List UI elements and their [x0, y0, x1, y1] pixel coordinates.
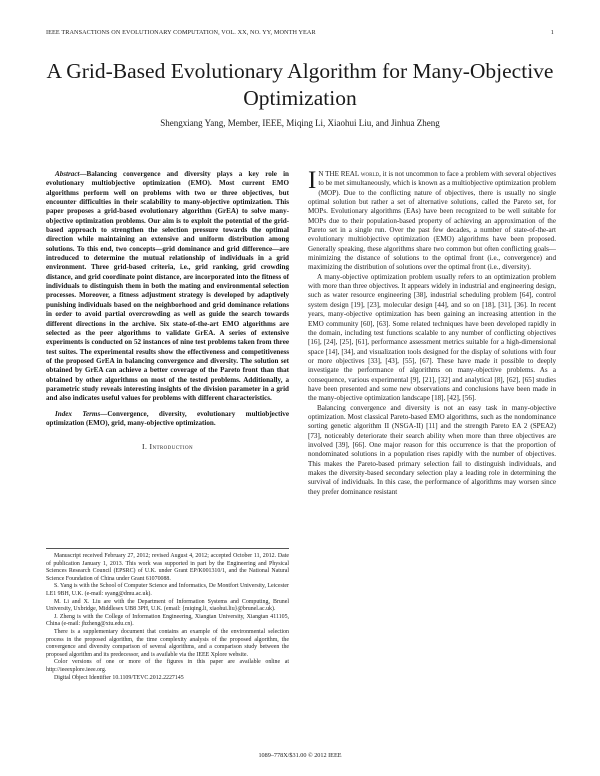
index-terms-text: —Convergence, diversity, evolutionary multiobjective optimization (EMO), grid, many-objective optimization.	[46, 409, 290, 427]
abstract-text: —Balancing convergence and diversity plays a key role in evolutionary multiobjective optimization (EMO). Most current EMO algorithms perform well on problems with two or three objectives, but encounter difficulties in their scalability to many-objective optimization. This paper proposes a grid-based evolutionary algorithm (GrEA) to solve many-objective optimization problems. Our aim is to exploit the potential of the grid-based approach to strengthen the selection pressure towards the optimal direction while maintaining an extensive and uniform distribution among solutions. To this end, two concepts—grid dominance and grid difference—are introduced to determine the mutual relationship of individuals in a grid environment. Three grid-based criteria, i.e., grid ranking, grid crowding distance, and grid coordinate point distance, are incorporated into the fitness of individuals to distinguish them in both the mating and environmental selection processes. Moreover, a fitness adjustment strategy is developed by adaptively punishing individuals based on the neighborhood and grid dominance relations in order to avoid partial overcrowding as well as guide the search towards different directions in the archive. Six state-of-the-art EMO algorithms are selected as the peer algorithms to validate GrEA. A series of extensive experiments is conducted on 52 instances of nine test problems taken from three test suites. The experimental results show the effectiveness and competitiveness of the proposed GrEA in balancing convergence and diversity. The solution set obtained by GrEA can achieve a better coverage of the Pareto front than that obtained by other algorithms on most of the tested problems. Additionally, a parametric study reveals interesting insights of the division parameter in a grid and also indicates useful values for problems with different characteristics.	[46, 170, 289, 403]
footnote-doi: Digital Object Identifier 10.1109/TEVC.2012.2227145	[54, 674, 184, 681]
intro-paragraph-1	[308, 167, 556, 273]
left-column	[46, 170, 289, 452]
footnote-supplementary: There is a supplementary document that contains an example of the environmental selection process in the proposed algorithm, the time complexity analysis of the proposed algorithm, the convergence and diversity comparison of several algorithms, and a comparison study between the proposed algorithm and its predecessor, and is available via the IEEE Xplore website.	[46, 628, 289, 658]
section-heading-introduction: I. Introduction	[142, 442, 193, 452]
journal-name: IEEE TRANSACTIONS ON EVOLUTIONARY COMPUTATION, VOL. XX, NO. YY, MONTH YEAR	[46, 29, 316, 36]
index-terms	[46, 410, 289, 429]
footnote-manuscript: Manuscript received February 27, 2012; revised August 4, 2012; accepted October 11, 2012. Date of publication January 1, 2013. This work was supported in part by the Engineering and Physical Sciences Research Council (EPSRC) of U.K. under Grant EP/K001310/1, and the National Natural Science Foundation of China under Grant 61070088.	[46, 553, 289, 582]
running-header	[46, 29, 554, 39]
copyright-notice: 1089–778X/$31.00 © 2012 IEEE	[258, 752, 342, 759]
intro-paragraph-3: Balancing convergence and diversity is not an easy task in many-objective optimization. Most classical Pareto-based EMO algorithms, such as the nondominance sorting genetic algorithm II (NSGA-II) [11] and the strength Pareto EA 2 (SPEA2) [73], noticeably deteriorate their search ability when more than three objectives are involved [39], [66]. One major reason for this occurrence is that the proportion of nondominated solutions in a population rises rapidly with the number of objectives. This makes the Pareto-based primary selection fail to distinguish individuals, and makes the diversity-based secondary selection play a leading role in determining the survival of individuals. In this case, the performance of algorithms may worsen since they prefer dominance resistant	[308, 403, 556, 496]
footnote-author-li-liu: M. Li and X. Liu are with the Department of Information Systems and Computing, Brunel University, Uxbridge, Middlesex UB8 3PH, U.K. (email: {miqing.li, xiaohui.liu}@brunel.ac.uk).	[46, 598, 289, 613]
index-terms-label: Index Terms	[55, 409, 101, 418]
abstract	[46, 170, 289, 404]
paper-title: A Grid-Based Evolutionary Algorithm for Many-Objective Optimization	[46, 59, 554, 110]
intro-paragraph-1-text: it is not uncommon to face a problem with several objectives to be met simultaneously, which is known as a multiobjective optimization problem (MOP). Due to the conflicting nature of objectives, there is usually no single optimal solution but rather a set of alternative solutions, called the Pareto set, for MOPs. Evolutionary algorithms (EAs) have been recognized to be well suitable for MOPs due to their population-based property of achieving an approximation of the Pareto set in a single run. Over the past few decades, a number of state-of-the-art evolutionary multiobjective optimization (EMO) algorithms have been proposed. Generally speaking, these algorithms share two common but often conflicting goals—minimizing the distance of solutions to the optimal front (i.e., convergence) and maximizing the distribution of solutions over the optimal front (i.e., diversity).	[308, 170, 556, 272]
footnotes	[46, 548, 289, 682]
footnote-author-yang: S. Yang is with the School of Computer Science and Informatics, De Montfort University, Leicester LE1 9BH, U.K. (e-mail: syang@dmu.ac.uk).	[46, 583, 289, 597]
intro-first-words: N THE REAL world,	[318, 170, 381, 178]
author-line: Shengxiang Yang, Member, IEEE, Miqing Li, Xiaohui Liu, and Jinhua Zheng	[160, 118, 440, 128]
footnote-author-zheng: J. Zheng is with the College of Information Engineering, Xiangtan University, Xiangtan 411105, China (e-mail: jhzheng@xtu.edu.cn).	[46, 613, 289, 628]
page-number: 1	[550, 29, 554, 36]
right-column	[308, 167, 556, 497]
abstract-label: Abstract	[55, 170, 80, 178]
footnote-color-versions: Color versions of one or more of the figures in this paper are available online at http://ieeexplore.ieee.org.	[46, 659, 289, 673]
drop-cap: I	[308, 167, 317, 194]
intro-paragraph-2: A many-objective optimization problem usually refers to an optimization problem with more than three objectives. It appears widely in industrial and engineering design, such as water resource engineering [38], industrial scheduling problem [64], control system design [19], [23], molecular design [44], and so on [18], [31], [36]. In recent years, many-objective optimization has been gaining an increasing attention in the EMO community [60], [63]. Some related techniques have been developed rapidly in the domain, including test functions scalable to any number of conflicting objectives [16], [24], [25], [61], performance assessment metrics suitable for a high-dimensional space [14], [34], and visualization tools designed for the display of solutions with four or more objectives [33], [43], [55], [67]. These have made it possible to deeply investigate the performance of algorithms on many-objective problems. As a consequence, various experimental [9], [21], [32] and analytical [8], [62], [65] studies have been presented and some new observations and conclusions have been made in the many-objective optimization landscape [18], [42], [56].	[308, 272, 556, 403]
